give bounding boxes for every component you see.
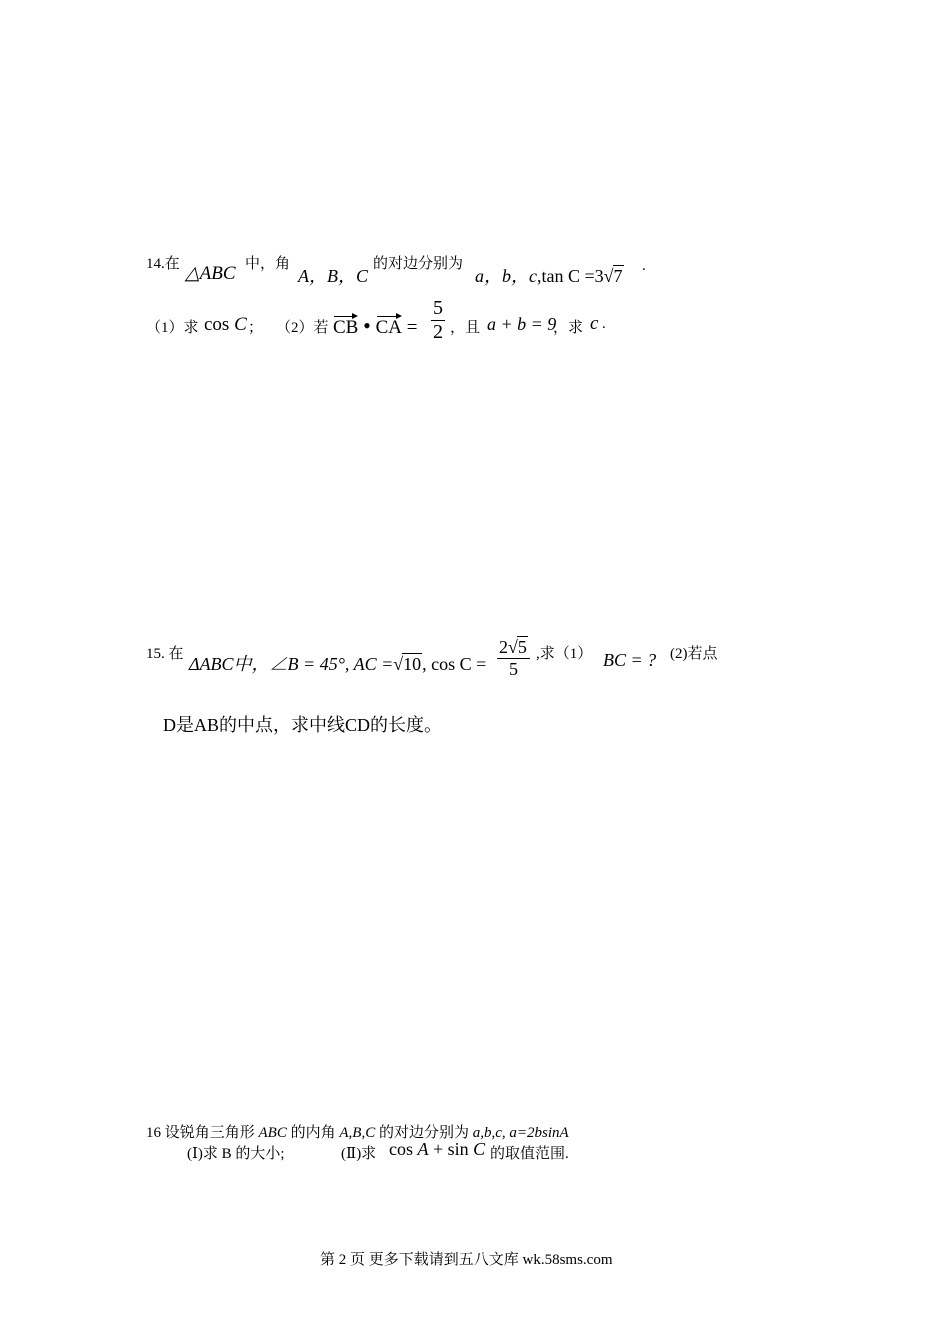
q14-part2-ask: ，求 xyxy=(553,320,584,336)
q15-line1-start: 15. 在 xyxy=(146,646,184,662)
q15-bc: BC = ? xyxy=(603,650,657,670)
q14-part1-sep: ； xyxy=(248,320,264,336)
q16-part1: (Ⅰ)求 B 的大小; xyxy=(187,1146,285,1162)
q14-vertices: A，B，C xyxy=(298,266,368,286)
q14-condition: a，b，c,tan C =3√7 xyxy=(475,266,623,286)
q16-part2-expr: cos A + sin C xyxy=(389,1139,486,1159)
page-footer: 第 2 页 更多下载请到五八文库 wk.58sms.com xyxy=(320,1252,613,1268)
q15-number: 15. xyxy=(146,646,165,662)
q14-part1-expr: cos C xyxy=(204,314,247,335)
q14-period: . xyxy=(642,258,646,274)
q15-condition: ΔABC中，∠B = 45°, AC =√10, cos C = xyxy=(189,654,487,674)
q14-sides-label: 的对边分别为 xyxy=(373,256,464,272)
q15-ask1: ,求（1） xyxy=(536,646,593,662)
q16-part2-end: 的取值范围. xyxy=(490,1146,569,1162)
q16-line1: 16 设锐角三角形 ABC 的内角 A,B,C 的对边分别为 a,b,c, a=2bsinA xyxy=(146,1125,569,1141)
q14-part2-label: （2）若 xyxy=(276,320,329,336)
q14-part2-end: . xyxy=(602,316,606,332)
vector-cb: CB xyxy=(333,317,359,338)
q14-part1-label: （1）求 xyxy=(146,320,199,336)
q14-fraction: $\frac{5}{2}$ xyxy=(433,297,443,343)
q14-part2-var: c xyxy=(590,313,599,334)
q14-line1: 14.在 xyxy=(146,256,180,272)
vector-ca: CA xyxy=(375,317,402,338)
q15-line2: D是AB的中点，求中线CD的长度。 xyxy=(163,715,443,735)
q14-part2-and: ，且 xyxy=(450,320,481,336)
q14-mid: 中，角 xyxy=(245,256,291,272)
q16-part2-label: (Ⅱ)求 xyxy=(341,1146,377,1162)
q14-number: 14. xyxy=(146,256,165,272)
q15-fraction: $\frac{2√5}{5}$ xyxy=(497,638,530,679)
dot-operator: • xyxy=(363,313,371,338)
q15-ask2: (2)若点 xyxy=(670,646,718,662)
q14-triangle: △ABC xyxy=(185,263,236,284)
q14-vector-product: CB • CA = xyxy=(333,313,418,338)
q14-part2-cond: a + b = 9 xyxy=(487,314,557,334)
